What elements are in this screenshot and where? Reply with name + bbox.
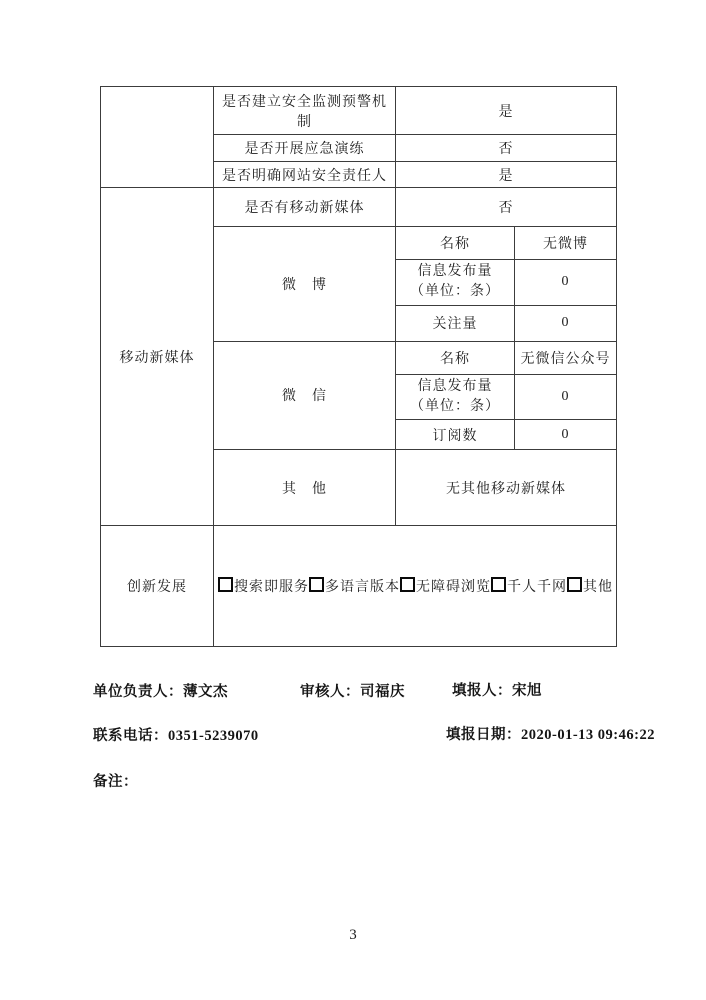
filing-date [446, 723, 655, 744]
weibo-followers-value: 0 [515, 305, 617, 341]
page-number: 3 [349, 927, 357, 943]
weibo-posts-value: 0 [515, 260, 617, 306]
filler-value: 宋旭 [512, 683, 542, 699]
security-row-label: 是否建立安全监测预警机制 [214, 87, 396, 135]
wechat-name-value: 无微信公众号 [515, 341, 617, 374]
innovation-option [491, 580, 567, 595]
wechat-posts-label-line1: 信息发布量 [417, 378, 493, 394]
wechat-subscriptions-value: 0 [515, 420, 617, 450]
innovation-option-label: 千人千网 [507, 580, 567, 596]
security-row-value: 是 [396, 87, 617, 135]
checkbox-icon[interactable] [491, 577, 506, 592]
security-row-value: 是 [396, 162, 617, 188]
wechat-subscriptions-label: 订阅数 [396, 420, 515, 450]
wechat-posts-label-line2: （单位：条） [410, 398, 500, 414]
weibo-group-label: 微 博 [214, 227, 396, 342]
weibo-posts-label-line2: （单位：条） [410, 284, 500, 300]
responsible-person [93, 680, 228, 701]
contact-phone [93, 724, 259, 745]
phone-label: 联系电话： [93, 728, 168, 744]
remark-label: 备注： [93, 774, 138, 790]
weibo-name-value: 无微博 [515, 227, 617, 260]
section-cell-mobile-media: 移动新媒体 [101, 188, 214, 526]
responsible-value: 薄文杰 [183, 684, 228, 700]
wechat-posts-label [396, 374, 515, 420]
security-row-label: 是否明确网站安全责任人 [214, 162, 396, 188]
weibo-posts-label [396, 260, 515, 306]
has-mobile-label: 是否有移动新媒体 [214, 188, 396, 227]
innovation-option-label: 其他 [583, 580, 613, 596]
weibo-name-label: 名称 [396, 227, 515, 260]
innovation-option-label: 无障碍浏览 [416, 580, 491, 596]
date-value: 2020-01-13 09:46:22 [521, 727, 655, 743]
innovation-options-cell [214, 526, 617, 647]
checkbox-icon[interactable] [567, 577, 582, 592]
responsible-label: 单位负责人： [93, 684, 183, 700]
checkbox-icon[interactable] [218, 577, 233, 592]
weibo-followers-label: 关注量 [396, 305, 515, 341]
innovation-option [567, 580, 613, 595]
filler-label: 填报人： [452, 683, 512, 699]
checkbox-icon[interactable] [309, 577, 324, 592]
phone-value: 0351-5239070 [168, 728, 259, 744]
report-table [100, 86, 617, 647]
wechat-posts-value: 0 [515, 374, 617, 420]
other-media-value: 无其他移动新媒体 [396, 450, 617, 526]
section-cell-empty [101, 87, 214, 188]
has-mobile-value: 否 [396, 188, 617, 227]
wechat-name-label: 名称 [396, 341, 515, 374]
auditor [300, 680, 405, 701]
date-label: 填报日期： [446, 727, 521, 743]
innovation-option [218, 580, 309, 595]
innovation-option-label: 搜索即服务 [234, 580, 309, 596]
innovation-option-label: 多语言版本 [325, 580, 400, 596]
auditor-label: 审核人： [300, 684, 360, 700]
weibo-posts-label-line1: 信息发布量 [417, 264, 493, 279]
auditor-value: 司福庆 [360, 684, 405, 700]
innovation-option [400, 580, 491, 595]
wechat-group-label: 微 信 [214, 341, 396, 450]
innovation-options [218, 580, 613, 595]
section-cell-innovation: 创新发展 [101, 526, 214, 647]
security-row-label: 是否开展应急演练 [214, 135, 396, 162]
form-filler [452, 679, 542, 700]
innovation-option [309, 580, 400, 595]
other-media-label: 其 他 [214, 450, 396, 526]
security-row-value: 否 [396, 135, 617, 162]
checkbox-icon[interactable] [400, 577, 415, 592]
remark [93, 770, 138, 791]
